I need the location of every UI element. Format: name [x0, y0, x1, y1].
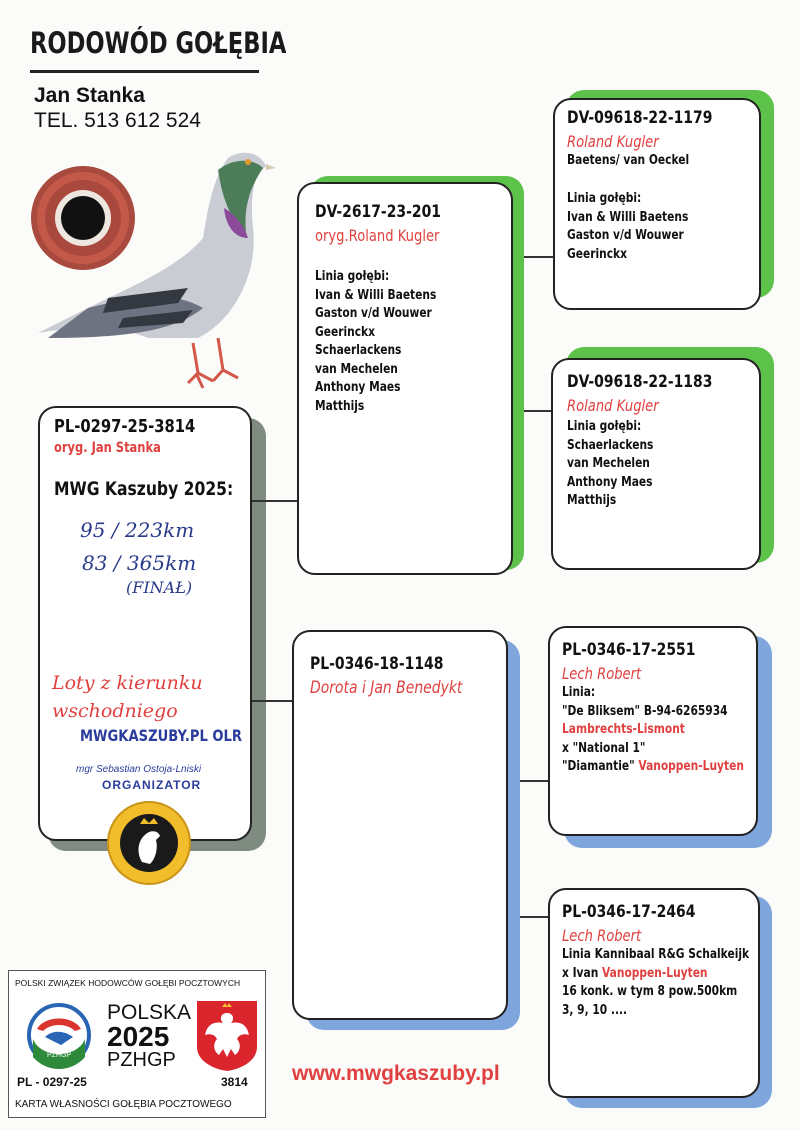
- connector-main-sire: [252, 500, 298, 502]
- dam-dam-breeder: Lech Robert: [562, 926, 642, 945]
- main-ring-number: PL-0297-25-3814: [54, 416, 196, 437]
- ownership-country: POLSKA: [107, 1001, 192, 1024]
- stamp-line-1: MWGKASZUBY.PL OLR: [80, 726, 242, 745]
- connector-main-dam: [252, 700, 292, 702]
- dam-sire-lines: [562, 684, 744, 777]
- sire-lines-label: Linia gołębi:: [315, 269, 390, 284]
- sire-line-3: Geerinckx: [315, 324, 376, 340]
- dam-sire-line-3: Lambrechts-Lismont: [562, 722, 685, 737]
- dam-sire-line-2: "De Bliksem" B-94-6265934: [562, 703, 728, 719]
- sire-lines: [315, 268, 436, 416]
- dam-dam-line-2b: Vanoppen-Luyten: [602, 965, 708, 981]
- ownership-org: PZHGP: [107, 1049, 176, 1071]
- ownership-year: 2025: [107, 1021, 170, 1052]
- dam-dam-line-1: Linia Kannibaal R&G Schalkeijk: [562, 947, 750, 962]
- sire-sire-breeder: Roland Kugler: [567, 132, 659, 151]
- sire-line-4: Schaerlackens: [315, 343, 402, 358]
- page-title: RODOWÓD GOŁĘBIA: [30, 26, 287, 60]
- sire-sire-line-2: Gaston v/d Wouwer: [567, 228, 684, 243]
- main-origin: oryg. Jan Stanka: [54, 440, 161, 456]
- pzhgp-logo-icon: [21, 999, 97, 1075]
- result-final: (FINAŁ): [126, 578, 193, 597]
- dam-dam-card: [548, 888, 760, 1098]
- sire-line-2: Gaston v/d Wouwer: [315, 306, 432, 321]
- sire-line-5: van Mechelen: [315, 361, 398, 377]
- dam-dam-line-2a: x Ivan: [562, 965, 599, 981]
- dam-sire-line-5b: Vanoppen-Luyten: [638, 759, 744, 774]
- sire-dam-lines: [567, 418, 653, 511]
- dam-dam-line-4: 3, 9, 10 ....: [562, 1002, 628, 1018]
- sire-dam-line-2: van Mechelen: [567, 456, 650, 471]
- ownership-card-bottom: KARTA WŁASNOŚCI GOŁĘBIA POCZTOWEGO: [15, 1099, 232, 1110]
- sire-sire-lines-label: Linia gołębi:: [567, 191, 642, 206]
- sire-dam-ring: DV-09618-22-1183: [567, 372, 713, 392]
- sire-sire-line-3: Geerinckx: [567, 246, 628, 262]
- sire-line-6: Anthony Maes: [315, 380, 401, 395]
- dam-card: [292, 630, 508, 1020]
- dam-sire-line-4: x "National 1": [562, 740, 646, 756]
- dam-sire-line-1: Linia:: [562, 685, 596, 700]
- dam-dam-line-2: [562, 965, 749, 984]
- sire-dam-card: [551, 358, 761, 570]
- sire-sire-ring: DV-09618-22-1179: [567, 108, 713, 128]
- sire-line-7: Matthijs: [315, 398, 365, 414]
- sire-sire-lines: [567, 190, 688, 264]
- website-link[interactable]: www.mwgkaszuby.pl: [292, 1062, 500, 1085]
- dam-dam-ring: PL-0346-17-2464: [562, 902, 696, 922]
- ownership-card-top: POLSKI ZWIĄZEK HODOWCÓW GOŁĘBI POCZTOWYCH: [15, 978, 241, 988]
- sire-dam-line-1: Schaerlackens: [567, 437, 654, 453]
- sire-sire-line-1: Ivan & Willi Baetens: [567, 209, 689, 225]
- result-2: 83 / 365km: [82, 551, 197, 575]
- owner-phone: TEL. 513 612 524: [34, 109, 201, 132]
- dam-sire-card: [548, 626, 758, 836]
- dam-breeder: Dorota i Jan Benedykt: [310, 678, 463, 698]
- sire-breeder: oryg.Roland Kugler: [315, 226, 440, 245]
- sire-dam-lines-label: Linia gołębi:: [567, 419, 642, 434]
- sire-dam-breeder: Roland Kugler: [567, 396, 659, 415]
- dam-sire-ring: PL-0346-17-2551: [562, 640, 696, 660]
- stamp-line-3: ORGANIZATOR: [102, 778, 202, 792]
- ownership-ring-right: 3814: [221, 1075, 248, 1089]
- polish-eagle-icon: [195, 999, 259, 1073]
- dam-sire-line-5: [562, 758, 744, 777]
- dam-sire-breeder: Lech Robert: [562, 664, 642, 683]
- ownership-ring-left: PL - 0297-25: [17, 1075, 87, 1089]
- sire-dam-line-3: Anthony Maes: [567, 474, 653, 490]
- result-1: 95 / 223km: [80, 518, 195, 542]
- dam-dam-line-3: 16 konk. w tym 8 pow.500km: [562, 984, 738, 999]
- pigeon-illustration: [28, 138, 278, 398]
- dam-sire-line-5a: "Diamantie": [562, 759, 635, 774]
- sire-sire-sub: Baetens/ van Oeckel: [567, 153, 690, 168]
- owner-name: Jan Stanka: [34, 84, 145, 107]
- title-underline: [30, 70, 259, 73]
- main-bird-card: [38, 406, 252, 841]
- dam-dam-lines: [562, 946, 749, 1020]
- stamp-line-2: mgr Sebastian Ostoja-Lniski: [76, 764, 202, 775]
- pzhgp-logo-text: PZHGP: [46, 1052, 72, 1059]
- sire-line-1: Ivan & Willi Baetens: [315, 287, 437, 303]
- sire-sire-card: [553, 98, 761, 310]
- note-line-2: wschodniego: [52, 700, 178, 722]
- main-event: MWG Kaszuby 2025:: [54, 478, 234, 500]
- ownership-card: [8, 970, 266, 1118]
- dam-ring-number: PL-0346-18-1148: [310, 654, 444, 674]
- sire-card: [297, 182, 513, 575]
- note-line-1: Loty z kierunku: [52, 672, 203, 694]
- club-emblem-icon: [106, 800, 192, 886]
- sire-ring-number: DV-2617-23-201: [315, 202, 441, 222]
- sire-dam-line-4: Matthijs: [567, 493, 617, 508]
